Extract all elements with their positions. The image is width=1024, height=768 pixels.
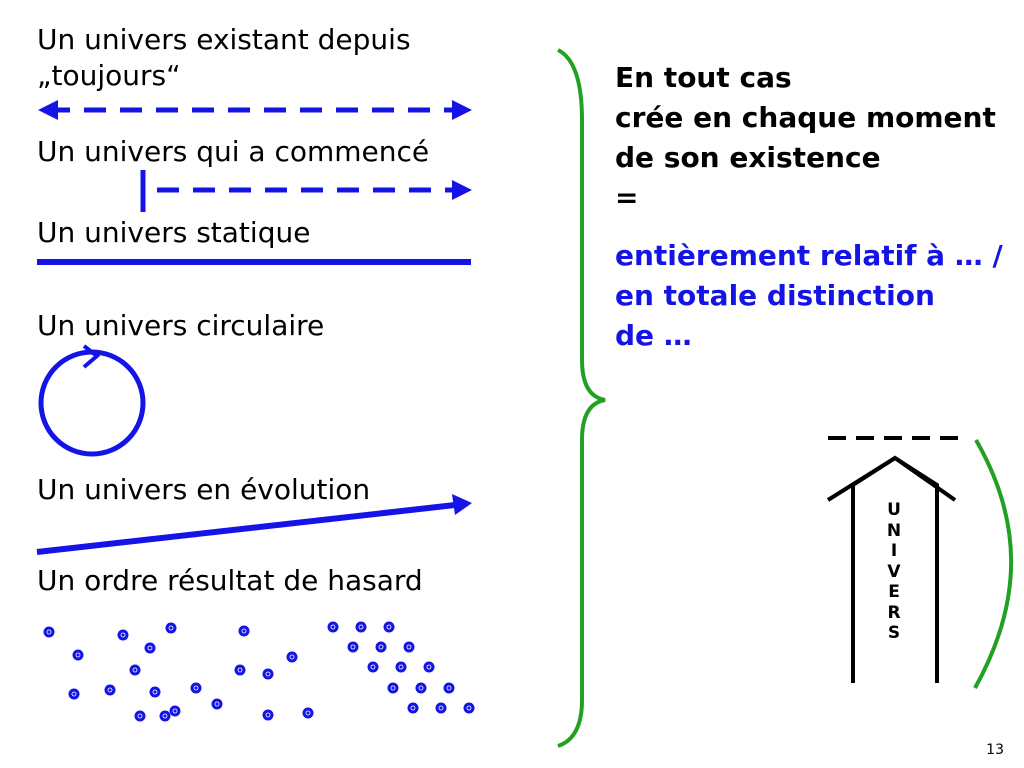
dot-icon [191,683,202,694]
evolution-arrow [37,494,472,552]
dot-icon [44,627,55,638]
dot-icon [348,642,359,653]
right-black-line: En tout cas [615,61,792,94]
dot-icon [263,669,274,680]
vertical-word-univers [874,500,914,644]
dot-icon [235,665,246,676]
label-circular: Un univers circulaire [37,309,325,342]
page-number: 13 [986,742,1004,758]
dot-icon [160,711,171,722]
dot-icon [212,699,223,710]
dot-icon [69,689,80,700]
dot-icon [166,623,177,634]
dot-icon [287,652,298,663]
label-static: Un univers statique [37,216,311,249]
dot-icon [73,650,84,661]
vertical-letter: V [887,561,901,582]
right-black-line: de son existence [615,141,881,174]
vertical-letter: S [887,623,901,643]
dot-icon [376,642,387,653]
dot-icon [464,703,475,714]
vertical-letter: I [890,541,898,561]
dot-icon [303,708,314,719]
green-curve [975,440,1011,688]
right-black-line: crée en chaque moment [615,101,996,134]
circular-arrow [41,346,143,454]
label-eternal-line2: „toujours“ [37,59,181,92]
dot-icon [436,703,447,714]
vertical-letter: R [887,602,901,623]
dot-icon [408,703,419,714]
dot-icon [424,662,435,673]
dot-icon [388,683,399,694]
green-brace [558,50,605,746]
dot-icon [170,706,181,717]
label-beginning: Un univers qui a commencé [37,135,430,168]
dot-icon [118,630,129,641]
random-dots [44,622,475,722]
dot-icon [396,662,407,673]
beginning-dashed-arrow [143,170,472,212]
right-blue-line: entièrement relatif à … / [615,239,1003,272]
vertical-letter: E [888,582,900,602]
dot-icon [444,683,455,694]
dot-icon [263,710,274,721]
dot-icon [145,643,156,654]
dot-icon [384,622,395,633]
dot-icon [150,687,161,698]
right-blue-line: de … [615,319,692,352]
dot-icon [416,683,427,694]
right-blue-line: en totale distinction [615,279,935,312]
dot-icon [368,662,379,673]
dot-icon [130,665,141,676]
label-chance: Un ordre résultat de hasard [37,564,423,597]
label-eternal-line1: Un univers existant depuis [37,23,411,56]
eternal-dashed-arrow [38,100,472,120]
vertical-letter: U [887,500,901,520]
vertical-letter: N [886,520,902,541]
dot-icon [356,622,367,633]
label-evolution: Un univers en évolution [37,473,371,506]
right-black-line: = [615,181,639,214]
dot-icon [105,685,116,696]
dot-icon [135,711,146,722]
dot-icon [328,622,339,633]
dot-icon [239,626,250,637]
dot-icon [404,642,415,653]
